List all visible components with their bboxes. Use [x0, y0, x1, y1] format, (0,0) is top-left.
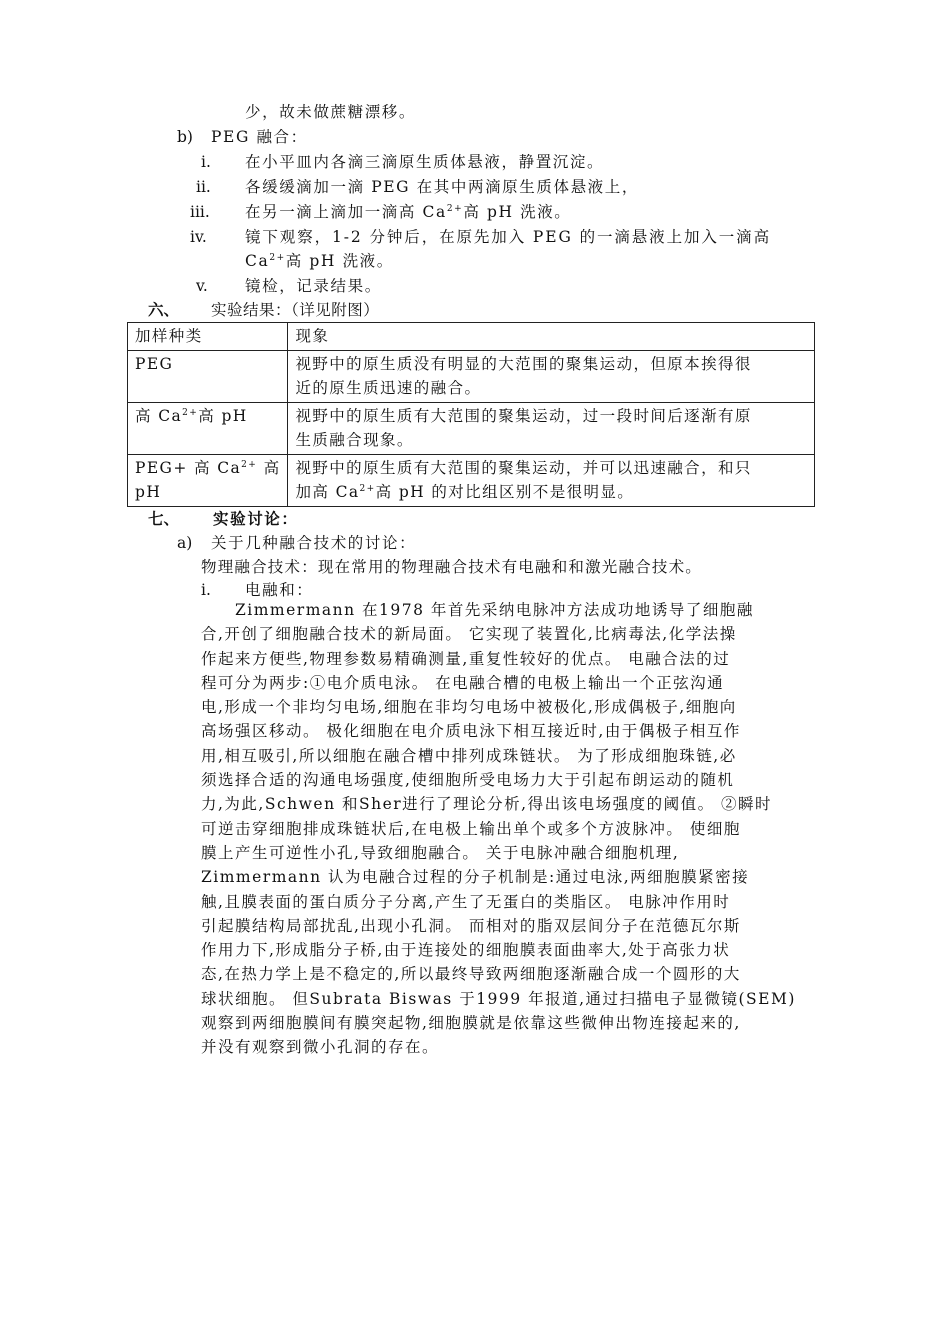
step-marker-v: v.	[196, 277, 208, 295]
results-table	[127, 322, 815, 507]
table-cell-type: 高 $Ca^{2+}$高 pH	[128, 403, 288, 455]
electrofusion-heading: 电融和：	[245, 581, 314, 599]
table-cell-phenomenon: 视野中的原生质有大范围的聚集运动，过一段时间后逐渐有原 生质融合现象。	[288, 403, 815, 455]
step-text-ii: 各缓缓滴加一滴 PEG 在其中两滴原生质体悬液上，	[245, 178, 639, 196]
table-row	[128, 455, 815, 507]
section-7-number: 七、	[148, 509, 180, 528]
step-marker-iv: iv.	[190, 228, 207, 246]
table-row	[128, 403, 815, 455]
step-text-i: 在小平皿内各滴三滴原生质体悬液，静置沉淀。	[245, 153, 605, 171]
step-text-v: 镜检，记录结果。	[245, 277, 382, 295]
step-marker-ii: ii.	[196, 178, 211, 196]
discussion-heading: 关于几种融合技术的讨论：	[211, 534, 417, 552]
physical-fusion-intro: 物理融合技术：现在常用的物理融合技术有电融和和激光融合技术。	[201, 558, 703, 576]
table-header-row	[128, 323, 815, 351]
step-text-iii: 在另一滴上滴加一滴高 $Ca^{2+}$高 pH 洗液。	[245, 203, 572, 221]
list-marker-a: a)	[177, 534, 193, 552]
list-marker-b: b)	[177, 128, 193, 146]
table-header-cell: 加样种类	[128, 323, 288, 351]
electrofusion-paragraph: Zimmermann 在1978 年首先采纳电脉冲方法成功地诱导了细胞融 合,开创了细胞融合技术的新局面。 它实现了装置化,比病毒法,化学法操 作起来方便些,物理参数易精确测量,重复性较好的优点。 电融合法的过 程可分为两步:①电介质电泳。 在电融合槽的电极上输出一个正弦沟通 电,形成一个非均匀电场,细胞在非均匀电场中被极化,形成偶极子,细胞向 高场强区移动。 极化细胞在电介质电泳下相互接近时,由于偶极子相互作 用,相互吸引,所以细胞在融合槽中排列成珠链状。 为了形成细胞珠链,必 须选择合适的沟通电场强度,使细胞所受电场力大于引起布朗运动的随机 力,为此,Schwen 和Sher进行了理论分析,得出该电场强度的阈值。 ②瞬时 可逆击穿细胞排成珠链状后,在电极上输出单个或多个方波脉冲。 使细胞 膜上产生可逆性小孔,导致细胞融合。 关于电脉冲融合细胞机理, Zimmermann 认为电融合过程的分子机制是:通过电泳,两细胞膜紧密接 触,且膜表面的蛋白质分子分离,产生了无蛋白的类脂区。 电脉冲作用时 引起膜结构局部扰乱,出现小孔洞。 而相对的脂双层间分子在范德瓦尔斯 作用力下,形成脂分子桥,由于连接处的细胞膜表面曲率大,处于高张力状 态,在热力学上是不稳定的,所以最终导致两细胞逐渐融合成一个圆形的大 球状细胞。 但Subrata Biswas 于1999 年报道,通过扫描电子显微镜(SEM) 观察到两细胞膜间有膜突起物,细胞膜就是依靠这些微伸出物连接起来的, 并没有观察到微小孔洞的存在。	[201, 601, 796, 1057]
table-cell-type: PEG	[128, 351, 288, 403]
table-header-cell: 现象	[288, 323, 815, 351]
step-marker-iii: iii.	[190, 203, 210, 221]
table-cell-phenomenon: 视野中的原生质没有明显的大范围的聚集运动，但原本挨得很 近的原生质迅速的融合。	[288, 351, 815, 403]
step-text-iv-line2: $Ca^{2+}$高 pH 洗液。	[245, 252, 394, 270]
table-row	[128, 351, 815, 403]
table-cell-type: PEG+ 高 $Ca^{2+}$ 高 pH	[128, 455, 288, 507]
step-text-iv-line1: 镜下观察，1-2 分钟后，在原先加入 PEG 的一滴悬液上加入一滴高	[245, 228, 771, 246]
table-cell-phenomenon: 视野中的原生质有大范围的聚集运动，并可以迅速融合，和只 加高 $Ca^{2+}$高 pH 的对比组区别不是很明显。	[288, 455, 815, 507]
step-marker-i: i.	[201, 153, 211, 171]
peg-fusion-heading: PEG 融合：	[211, 128, 308, 146]
section-6-title: 实验结果：（详见附图）	[211, 301, 380, 319]
list-marker-i: i.	[201, 581, 211, 599]
continuation-line: 少，故未做蔗糖漂移。	[245, 103, 417, 121]
section-7-title: 实验讨论：	[213, 509, 299, 528]
section-6-number: 六、	[148, 300, 180, 319]
